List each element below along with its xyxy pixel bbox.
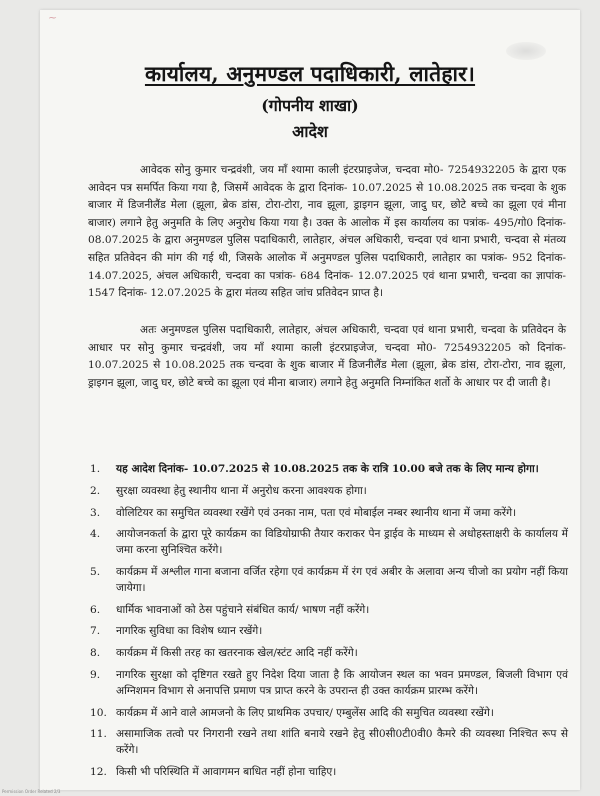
condition-text: नागरिक सुविधा का विशेष ध्यान रखेंगे।	[116, 625, 263, 638]
condition-number: 2.	[90, 484, 101, 497]
condition-number: 3.	[90, 506, 101, 519]
condition-number: 12.	[90, 765, 107, 778]
office-stamp	[506, 42, 546, 60]
condition-text: कार्यक्रम में किसी तरह का खतरनाक खेल/स्टंट आदि नहीं करेंगे।	[116, 647, 358, 660]
condition-item	[90, 462, 568, 478]
condition-text: यह आदेश दिनांक- 10.07.2025 से 10.08.2025 तक के रात्रि 10.00 बजे तक के लिए मान्य होगा।	[116, 463, 539, 475]
footer-note: Permission Order Related 2/3	[2, 789, 61, 794]
condition-item	[90, 603, 568, 619]
condition-text: धार्मिक भावनाओं को ठेस पहुंचाने संबंधित कार्य/ भाषण नहीं करेंगे।	[116, 603, 370, 616]
condition-text: नागरिक सुरक्षा को दृष्टिगत रखते हुए निदेश दिया जाता है कि आयोजन स्थल का भवन प्रमण्डल, बिजली विभाग एवं अग्निशमन विभाग से अनापत्ति प्रमाण पत्र प्राप्त करने के उपरान्त ही उक्त कार्यक्रम प्रारम्भ करेंगे।	[116, 668, 568, 697]
condition-item	[90, 506, 568, 522]
condition-item	[90, 706, 568, 722]
condition-text: आयोजनकर्ता के द्वारा पूरे कार्यक्रम का विडियोग्राफी तैयार कराकर पेन ड्राईव के माध्यम से अधोहस्ताक्षरी के कार्यालय में जमा करना सुनिश्चित करेंगे।	[116, 528, 568, 557]
condition-text: कार्यक्रम में आने वाले आमजनो के लिए प्राथमिक उपचार/ एम्बुलेंस आदि की समुचित व्यवस्था रखेंगे।	[116, 706, 494, 719]
condition-item	[90, 484, 568, 500]
condition-item	[90, 727, 568, 759]
condition-number: 6.	[90, 603, 101, 616]
condition-number: 9.	[90, 668, 101, 681]
order-heading: आदेश	[292, 122, 328, 141]
condition-text: असामाजिक तत्वो पर निगरानी रखने तथा शांति बनाये रखने हेतु सी0सी0टी0वी0 कैमरे की व्यवस्था निश्चित रूप से करेंगे।	[116, 728, 568, 757]
condition-number: 5.	[90, 565, 101, 578]
condition-item	[90, 646, 568, 662]
condition-number: 1.	[90, 463, 101, 475]
condition-text: कार्यक्रम में अश्लील गाना बजाना वर्जित रहेगा एवं कार्यक्रम में रंग एवं अबीर के अलावा अन्य चीजो का प्रयोग नहीं किया जायेगा।	[116, 565, 568, 594]
corner-mark: ~	[48, 11, 58, 24]
condition-number: 8.	[90, 647, 101, 660]
permission-paragraph: अतः अनुमण्डल पुलिस पदाधिकारी, लातेहार, अंचल अधिकारी, चन्दवा एवं थाना प्रभारी, चन्दवा के प्रतिवेदन के आधार पर सोनु कुमार चन्द्रवंशी, जय माँ श्यामा काली इंटरप्राइजेज, चन्दवा मो0- 7254932205 को दिनांक- 10.07.2025 से 10.08.2025 तक चन्दवा के शुक बाजार में डिजनीलैंड मेला (झूला, ब्रेक डांस, टोरा-टोरा, नाव झूला, ड्राइगन झूला, जादु घर, छोटे बच्चे का झूला एवं मीना बाजार) लगाने हेतु अनुमति निम्नांकित शर्तो के आधार पर दी जाती है।	[88, 324, 566, 389]
condition-text: किसी भी परिस्थिति में आवागमन बाधित नहीं होना चाहिए।	[116, 765, 337, 778]
condition-item	[90, 527, 568, 559]
condition-number: 4.	[90, 528, 101, 541]
condition-item	[90, 565, 568, 597]
document-page	[40, 10, 580, 790]
condition-number: 10.	[90, 706, 107, 719]
application-paragraph: आवेदक सोनु कुमार चन्द्रवंशी, जय माँ श्यामा काली इंटरप्राइजेज, चन्दवा मो0- 7254932205 के द्वारा एक आवेदन पत्र समर्पित किया गया है, जिसमें आवेदक के द्वारा दिनांक- 10.07.2025 से 10.08.2025 तक चन्दवा के शुक बाजार में डिजनीलैंड मेला (झूला, ब्रेक डांस, टोरा-टोरा, नाव झूला, ड्राइगन झूला, जादु घर, छोटे बच्चे का झूला एवं मीना बाजार) लगाने हेतु अनुमति के लिए अनुरोध किया गया है। उक्त के आलोक में इस कार्यालय का पत्रांक- 495/गो0 दिनांक- 08.07.2025 के द्वारा अनुमण्डल पुलिस पदाधिकारी, लातेहार, अंचल अधिकारी, चन्दवा एवं थाना प्रभारी, चन्दवा से मंतव्य सहित प्रतिवेदन की मांग की गई थी, जिसके आलोक में अनुमण्डल पुलिस पदाधिकारी, लातेहार का पत्रांक- 952 दिनांक- 14.07.2025, अंचल अधिकारी, चन्दवा का पत्रांक- 684 दिनांक- 12.07.2025 एवं थाना प्रभारी, चन्दवा का ज्ञापांक- 1547 दिनांक- 12.07.2025 के द्वारा मंतव्य सहित जांच प्रतिवेदन प्राप्त है।	[88, 164, 566, 300]
condition-number: 11.	[90, 728, 107, 741]
condition-item	[90, 668, 568, 700]
condition-text: सुरक्षा व्यवस्था हेतु स्थानीय थाना में अनुरोध करना आवश्यक होगा।	[116, 484, 367, 497]
condition-text: वोलिटियर का समुचित व्यवस्था रखेंगे एवं उनका नाम, पता एवं मोबाईल नम्बर स्थानीय थाना में जमा करेंगे।	[116, 506, 517, 519]
branch-subtitle: (गोपनीय शाखा)	[261, 96, 359, 115]
office-title: कार्यालय, अनुमण्डल पदाधिकारी, लातेहार।	[144, 61, 476, 86]
condition-item	[90, 765, 568, 781]
condition-number: 7.	[90, 625, 101, 638]
condition-item	[90, 624, 568, 640]
conditions-list	[90, 462, 568, 787]
